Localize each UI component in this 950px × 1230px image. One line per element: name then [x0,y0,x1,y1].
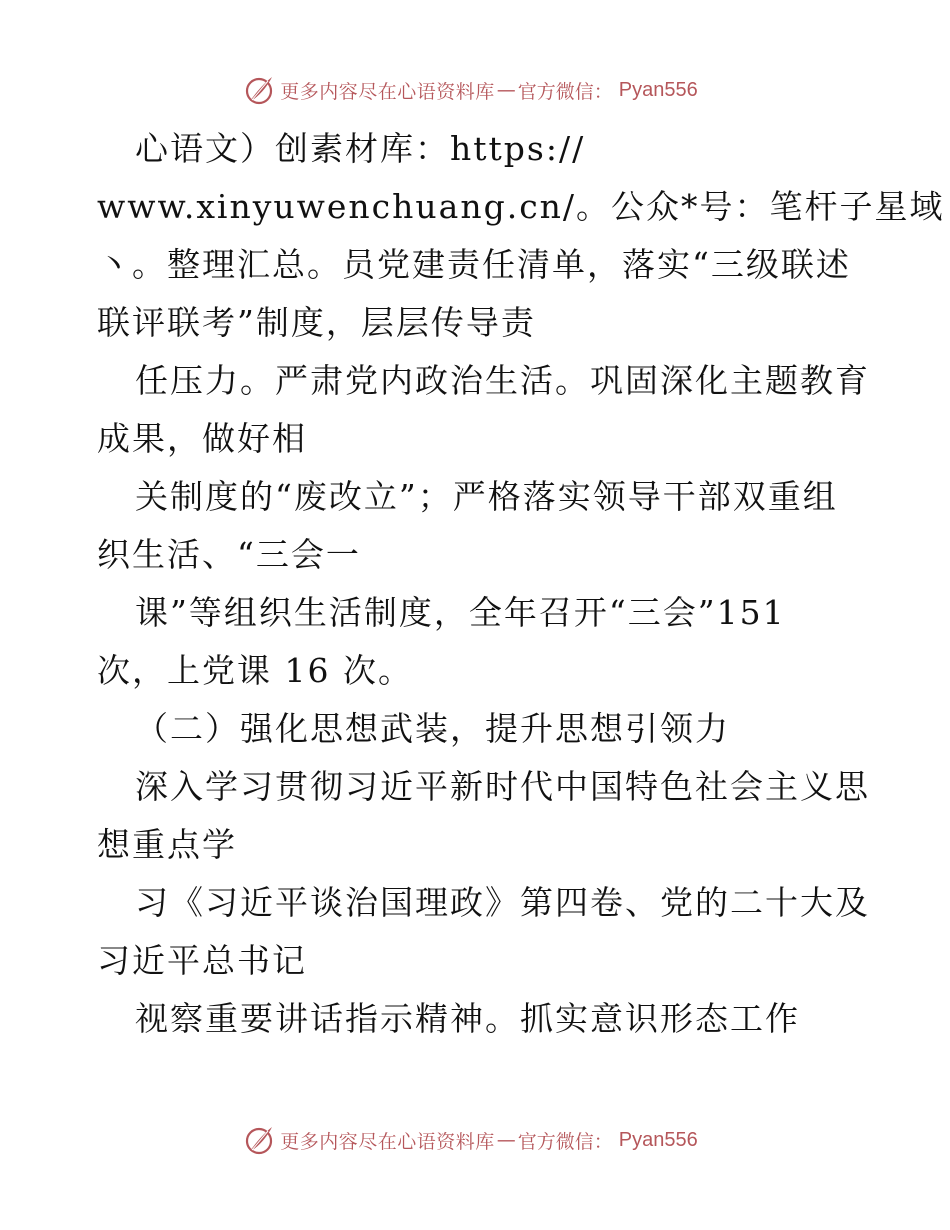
body-line-6: 成果，做好相 [97,419,307,458]
body-line-5: 任压力。严肃党内政治生活。巩固深化主题教育 [135,361,870,400]
banner-site-text: 更多内容尽在心语资料库 [280,1130,495,1153]
body-line-16: 视察重要讲话指示精神。抓实意识形态工作 [135,999,800,1038]
body-line-7: 关制度的“废改立”；严格落实领导干部双重组 [135,477,838,516]
body-line-12: 深入学习贯彻习近平新时代中国特色社会主义思 [135,767,870,806]
feather-quill-logo-icon [242,73,276,107]
body-line-14: 习《习近平谈治国理政》第四卷、党的二十大及 [135,883,870,922]
footer-watermark-banner [0,1120,950,1160]
banner-wechat-id: Pyan556 [618,78,698,101]
banner-wechat-label: 官方微信： [517,80,613,103]
body-line-1: 心语文）创素材库：https:// [135,129,586,168]
body-line-9: 课”等组织生活制度，全年召开“三会”151 [135,593,786,632]
feather-quill-logo-icon [242,1123,276,1157]
body-line-3: 丶。整理汇总。员党建责任清单，落实“三级联述 [97,245,851,284]
banner-separator: — [496,1129,516,1151]
body-line-4: 联评联考”制度，层层传导责 [97,303,536,342]
body-line-13: 想重点学 [97,825,237,864]
body-line-2: www.xinyuwenchuang.cn/。公众*号：笔杆子星域 [97,187,945,226]
banner-site-text: 更多内容尽在心语资料库 [280,80,495,103]
banner-wechat-id: Pyan556 [618,1128,698,1151]
document-body [97,120,945,1048]
body-line-10: 次，上党课 16 次。 [97,651,413,690]
section-heading: （二）强化思想武装，提升思想引领力 [135,709,730,748]
body-line-8: 织生活、“三会一 [97,535,361,574]
body-line-15: 习近平总书记 [97,941,307,980]
banner-wechat-label: 官方微信： [517,1130,613,1153]
banner-separator: — [496,79,516,101]
header-watermark-banner [0,70,950,110]
